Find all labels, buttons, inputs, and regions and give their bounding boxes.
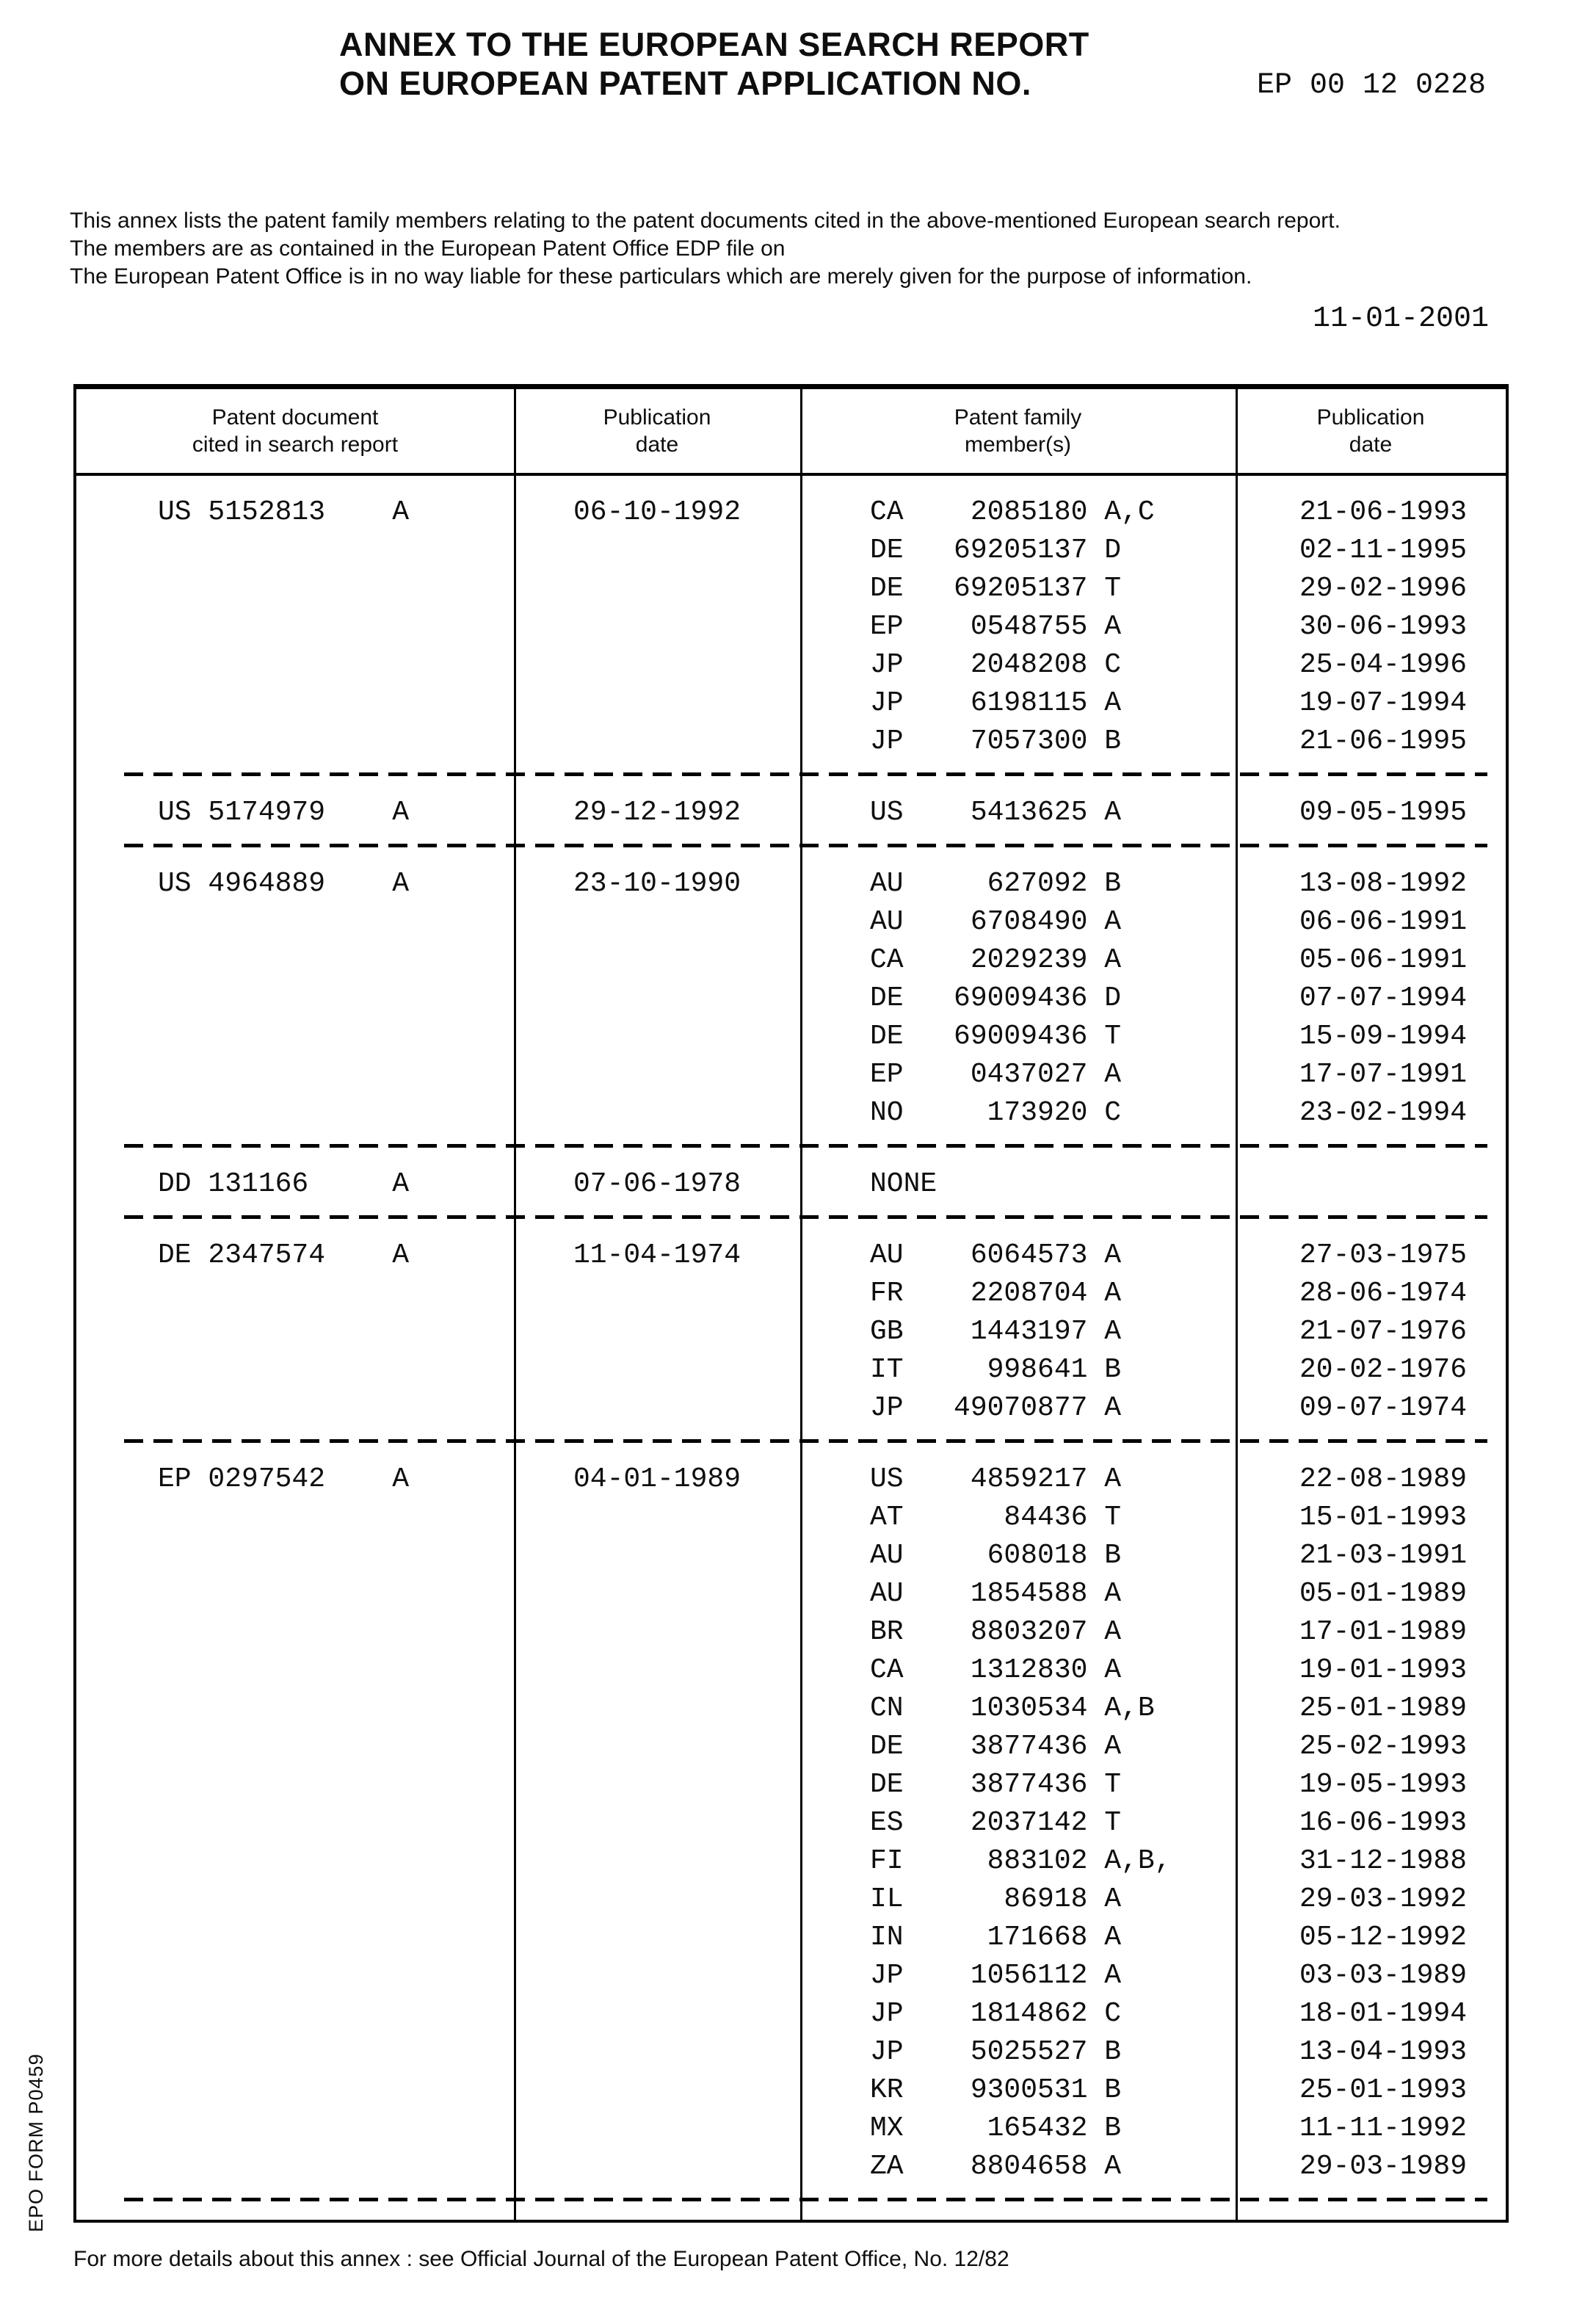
family-member-date: 30-06-1993 bbox=[1299, 611, 1468, 642]
column-divider bbox=[1236, 389, 1238, 2220]
family-member-text: AT 84436 T bbox=[870, 1502, 1122, 1533]
cited-document: US 4964889 A bbox=[158, 868, 410, 899]
family-member-text: AU 6064573 A bbox=[870, 1239, 1122, 1271]
family-member-date: 29-03-1992 bbox=[1299, 1883, 1468, 1915]
family-member-text: BR 8803207 A bbox=[870, 1616, 1122, 1648]
family-member-row bbox=[800, 1094, 1506, 1132]
family-member-date: 16-06-1993 bbox=[1299, 1807, 1468, 1839]
family-member-text: US 4859217 A bbox=[870, 1463, 1122, 1495]
family-member-date: 17-07-1991 bbox=[1299, 1059, 1468, 1090]
entry-row bbox=[76, 1148, 1506, 1215]
family-member-text: JP 5025527 B bbox=[870, 2036, 1122, 2068]
family-member-date: 05-06-1991 bbox=[1299, 944, 1468, 976]
entry-row bbox=[76, 776, 1506, 844]
family-member-text: DE 3877436 A bbox=[870, 1731, 1122, 1762]
cited-document: EP 0297542 A bbox=[158, 1463, 410, 1495]
epo-form-id: EPO FORM P0459 bbox=[25, 2053, 47, 2232]
intro-line-1: This annex lists the patent family members relating to the patent documents cited in the above-mentioned European search report. bbox=[70, 209, 1341, 233]
family-member-text: CA 2029239 A bbox=[870, 944, 1122, 976]
family-member-row bbox=[800, 2071, 1506, 2110]
family-member-text: DE 69205137 D bbox=[870, 535, 1122, 566]
cited-document: DD 131166 A bbox=[158, 1168, 410, 1200]
family-member-text: CN 1030534 A,B bbox=[870, 1693, 1155, 1724]
family-member-text: AU 6708490 A bbox=[870, 906, 1122, 938]
family-member-row bbox=[800, 493, 1506, 532]
column-header-cited-document: Patent document cited in search report bbox=[192, 405, 399, 457]
patent-family-table bbox=[73, 384, 1509, 2223]
family-member-text: JP 49070877 A bbox=[870, 1392, 1122, 1424]
family-member-row bbox=[800, 1575, 1506, 1613]
family-member-text: DE 69009436 D bbox=[870, 982, 1122, 1014]
family-members bbox=[800, 865, 1506, 1132]
family-member-row bbox=[800, 794, 1506, 832]
family-member-text: US 5413625 A bbox=[870, 797, 1122, 828]
family-member-date: 21-07-1976 bbox=[1299, 1316, 1468, 1347]
family-member-date: 18-01-1994 bbox=[1299, 1998, 1468, 2030]
family-member-date: 13-04-1993 bbox=[1299, 2036, 1468, 2068]
family-members bbox=[800, 1165, 1506, 1203]
family-member-row bbox=[800, 1499, 1506, 1537]
family-member-row bbox=[800, 723, 1506, 761]
family-member-row bbox=[800, 1056, 1506, 1094]
family-member-text: JP 2048208 C bbox=[870, 649, 1122, 681]
intro-line-3: The European Patent Office is in no way liable for these particulars which are merely given for the purpose of information. bbox=[70, 264, 1252, 289]
table-header-row bbox=[76, 389, 1506, 476]
family-member-row bbox=[800, 1804, 1506, 1842]
column-header-publication-date: Publication date bbox=[603, 405, 711, 457]
family-member-date: 07-07-1994 bbox=[1299, 982, 1468, 1014]
family-member-date: 28-06-1974 bbox=[1299, 1278, 1468, 1309]
family-member-row bbox=[800, 1275, 1506, 1313]
family-member-date: 15-01-1993 bbox=[1299, 1502, 1468, 1533]
family-member-date: 27-03-1975 bbox=[1299, 1239, 1468, 1271]
family-member-row bbox=[800, 1880, 1506, 1919]
family-member-text: ES 2037142 T bbox=[870, 1807, 1122, 1839]
family-member-text: JP 6198115 A bbox=[870, 687, 1122, 719]
family-member-date: 02-11-1995 bbox=[1299, 535, 1468, 566]
entry-row bbox=[76, 476, 1506, 772]
family-member-text: NO 173920 C bbox=[870, 1097, 1122, 1129]
entry-separator bbox=[124, 2198, 1487, 2201]
family-member-text: KR 9300531 B bbox=[870, 2074, 1122, 2106]
title-line-1: ANNEX TO THE EUROPEAN SEARCH REPORT bbox=[339, 26, 1089, 63]
family-member-text: AU 608018 B bbox=[870, 1540, 1122, 1571]
family-member-row bbox=[800, 1237, 1506, 1275]
family-member-row bbox=[800, 1537, 1506, 1575]
family-member-date: 20-02-1976 bbox=[1299, 1354, 1468, 1386]
family-member-row bbox=[800, 532, 1506, 570]
family-member-date bbox=[1236, 1165, 1299, 1203]
family-member-date: 22-08-1989 bbox=[1299, 1463, 1468, 1495]
family-member-date: 09-07-1974 bbox=[1299, 1392, 1468, 1424]
family-member-text: JP 7057300 B bbox=[870, 725, 1122, 757]
family-member-text: EP 0548755 A bbox=[870, 611, 1122, 642]
column-header-family-publication-date: Publication date bbox=[1316, 405, 1425, 457]
family-member-date: 25-01-1989 bbox=[1299, 1693, 1468, 1724]
family-members bbox=[800, 1237, 1506, 1427]
family-member-row bbox=[800, 684, 1506, 723]
family-member-date: 21-06-1995 bbox=[1299, 725, 1468, 757]
family-member-text: NONE bbox=[870, 1168, 1122, 1200]
family-member-row bbox=[800, 1651, 1506, 1690]
family-member-text: DE 69009436 T bbox=[870, 1021, 1122, 1052]
cited-document: US 5152813 A bbox=[158, 496, 410, 528]
family-member-date: 17-01-1989 bbox=[1299, 1616, 1468, 1648]
family-member-row bbox=[800, 1389, 1506, 1427]
intro-paragraph bbox=[70, 207, 1341, 291]
family-member-row bbox=[800, 1351, 1506, 1389]
column-divider bbox=[514, 389, 516, 2220]
family-member-row bbox=[800, 2148, 1506, 2186]
family-member-row bbox=[800, 903, 1506, 941]
family-member-date: 19-07-1994 bbox=[1299, 687, 1468, 719]
family-member-text: CA 1312830 A bbox=[870, 1654, 1122, 1686]
family-member-date: 21-03-1991 bbox=[1299, 1540, 1468, 1571]
family-member-text: FR 2208704 A bbox=[870, 1278, 1122, 1309]
family-member-date: 15-09-1994 bbox=[1299, 1021, 1468, 1052]
family-member-text: JP 1056112 A bbox=[870, 1960, 1122, 1991]
family-member-row bbox=[800, 608, 1506, 646]
family-member-date: 13-08-1992 bbox=[1299, 868, 1468, 899]
family-member-date: 19-01-1993 bbox=[1299, 1654, 1468, 1686]
family-member-date: 25-01-1993 bbox=[1299, 2074, 1468, 2106]
family-member-date: 25-04-1996 bbox=[1299, 649, 1468, 681]
family-member-text: DE 69205137 T bbox=[870, 573, 1122, 604]
family-member-date: 05-01-1989 bbox=[1299, 1578, 1468, 1610]
cited-document: DE 2347574 A bbox=[158, 1239, 410, 1271]
family-member-date: 03-03-1989 bbox=[1299, 1960, 1468, 1991]
family-member-text: JP 1814862 C bbox=[870, 1998, 1122, 2030]
family-member-text: DE 3877436 T bbox=[870, 1769, 1122, 1800]
family-members bbox=[800, 794, 1506, 832]
family-member-text: CA 2085180 A,C bbox=[870, 496, 1155, 528]
entry-row bbox=[76, 1443, 1506, 2198]
search-date: 11-01-2001 bbox=[1313, 303, 1490, 336]
cited-publication-date: 23-10-1990 bbox=[573, 868, 741, 899]
family-member-row bbox=[800, 1957, 1506, 1995]
family-member-date: 11-11-1992 bbox=[1299, 2113, 1468, 2144]
family-member-date: 19-05-1993 bbox=[1299, 1769, 1468, 1800]
family-member-row bbox=[800, 1728, 1506, 1766]
column-header-patent-family: Patent family member(s) bbox=[954, 405, 1082, 457]
family-member-date: 31-12-1988 bbox=[1299, 1845, 1468, 1877]
family-member-date: 09-05-1995 bbox=[1299, 797, 1468, 828]
family-member-date: 21-06-1993 bbox=[1299, 496, 1468, 528]
application-number: EP 00 12 0228 bbox=[1257, 69, 1487, 102]
family-member-row bbox=[800, 1842, 1506, 1880]
cited-publication-date: 04-01-1989 bbox=[573, 1463, 741, 1495]
cited-publication-date: 29-12-1992 bbox=[573, 797, 741, 828]
family-member-row bbox=[800, 570, 1506, 608]
cited-publication-date: 06-10-1992 bbox=[573, 496, 741, 528]
cited-document: US 5174979 A bbox=[158, 797, 410, 828]
family-member-text: MX 165432 B bbox=[870, 2113, 1122, 2144]
cited-publication-date: 11-04-1974 bbox=[573, 1239, 741, 1271]
family-member-row bbox=[800, 1919, 1506, 1957]
family-member-row bbox=[800, 980, 1506, 1018]
cited-publication-date: 07-06-1978 bbox=[573, 1168, 741, 1200]
family-member-row bbox=[800, 1995, 1506, 2033]
entry-row bbox=[76, 1219, 1506, 1439]
family-member-date: 29-03-1989 bbox=[1299, 2151, 1468, 2182]
family-member-date: 06-06-1991 bbox=[1299, 906, 1468, 938]
page-title bbox=[339, 25, 1089, 103]
family-members bbox=[800, 493, 1506, 761]
family-member-row bbox=[800, 646, 1506, 684]
column-divider bbox=[800, 389, 802, 2220]
family-member-text: IN 171668 A bbox=[870, 1922, 1122, 1953]
family-member-date: 25-02-1993 bbox=[1299, 1731, 1468, 1762]
title-line-2: ON EUROPEAN PATENT APPLICATION NO. bbox=[339, 65, 1031, 102]
family-member-date: 05-12-1992 bbox=[1299, 1922, 1468, 1953]
family-member-row bbox=[800, 1766, 1506, 1804]
family-member-row bbox=[800, 1690, 1506, 1728]
family-member-row bbox=[800, 941, 1506, 980]
family-member-row bbox=[800, 1313, 1506, 1351]
table-body bbox=[76, 476, 1506, 2201]
family-member-date: 23-02-1994 bbox=[1299, 1097, 1468, 1129]
family-member-text: AU 627092 B bbox=[870, 868, 1122, 899]
family-member-date: 29-02-1996 bbox=[1299, 573, 1468, 604]
family-member-row bbox=[800, 1460, 1506, 1499]
family-member-text: IL 86918 A bbox=[870, 1883, 1122, 1915]
family-member-row bbox=[800, 865, 1506, 903]
family-member-row bbox=[800, 1018, 1506, 1056]
footer-note: For more details about this annex : see Official Journal of the European Patent Office, No. 12/82 bbox=[73, 2247, 1009, 2271]
family-member-text: GB 1443197 A bbox=[870, 1316, 1122, 1347]
family-member-row bbox=[800, 2110, 1506, 2148]
family-members bbox=[800, 1460, 1506, 2186]
family-member-row bbox=[800, 1165, 1506, 1203]
family-member-text: ZA 8804658 A bbox=[870, 2151, 1122, 2182]
intro-line-2: The members are as contained in the European Patent Office EDP file on bbox=[70, 236, 786, 261]
family-member-row bbox=[800, 2033, 1506, 2071]
family-member-text: IT 998641 B bbox=[870, 1354, 1122, 1386]
family-member-row bbox=[800, 1613, 1506, 1651]
entry-row bbox=[76, 847, 1506, 1144]
family-member-text: EP 0437027 A bbox=[870, 1059, 1122, 1090]
family-member-text: AU 1854588 A bbox=[870, 1578, 1122, 1610]
family-member-text: FI 883102 A,B, bbox=[870, 1845, 1172, 1877]
